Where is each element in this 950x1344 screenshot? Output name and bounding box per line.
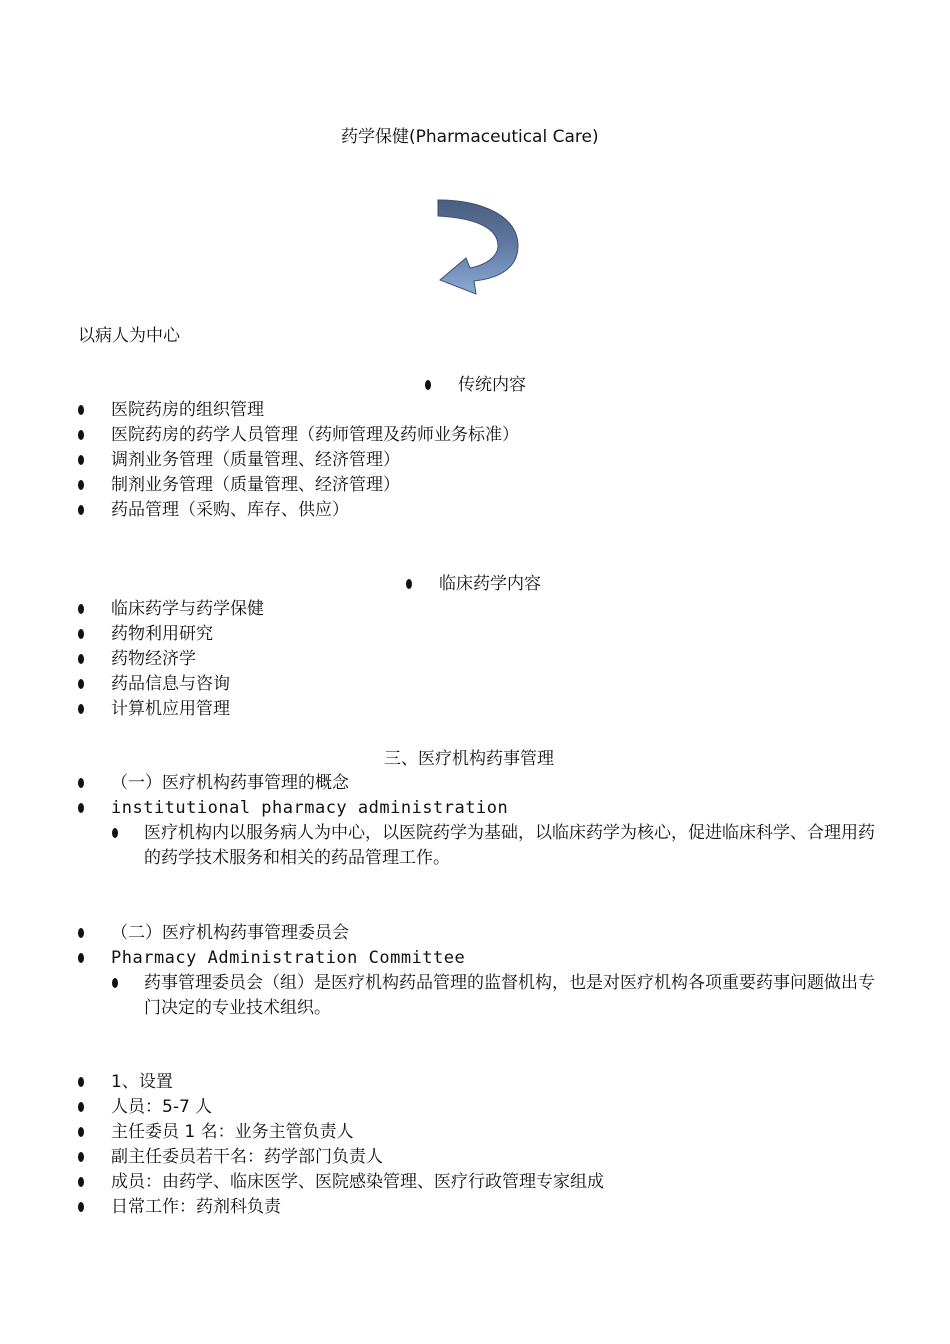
list-item: 医院药房的组织管理 (111, 400, 264, 420)
list-item: 副主任委员若干名：药学部门负责人 (111, 1147, 383, 1167)
bullet-icon (112, 978, 118, 988)
list-item: 药品信息与咨询 (111, 674, 230, 694)
bullet-icon (78, 455, 84, 465)
list-item: 日常工作：药剂科负责 (111, 1197, 281, 1217)
committee-definition: 药事管理委员会（组）是医疗机构药品管理的监督机构，也是对医疗机构各项重要药事问题做出专门决定的专业技术组织。 (144, 973, 875, 1018)
bullet-icon (78, 1152, 84, 1162)
section-heading: 三、医疗机构药事管理 (384, 749, 554, 769)
bullet-icon (78, 704, 84, 714)
bullet-icon (78, 953, 84, 963)
bullet-icon (78, 928, 84, 938)
list-item: 临床药学与药学保健 (111, 599, 264, 619)
traditional-heading: 传统内容 (458, 375, 526, 395)
page-title: 药学保健(Pharmaceutical Care) (341, 127, 599, 147)
list-item: 药品管理（采购、库存、供应） (111, 500, 349, 520)
bullet-icon (78, 679, 84, 689)
list-item: 制剂业务管理（质量管理、经济管理） (111, 475, 400, 495)
clinical-heading: 临床药学内容 (439, 574, 541, 594)
committee-title: （二）医疗机构药事管理委员会 (111, 923, 349, 943)
list-item: 医院药房的药学人员管理（药师管理及药师业务标准） (111, 425, 519, 445)
concept-english: institutional pharmacy administration (111, 798, 509, 818)
list-item: 成员：由药学、临床医学、医院感染管理、医疗行政管理专家组成 (111, 1172, 604, 1192)
bullet-icon (78, 1102, 84, 1112)
committee-english: Pharmacy Administration Committee (111, 948, 466, 968)
bullet-icon (78, 629, 84, 639)
list-item: 药物利用研究 (111, 624, 213, 644)
concept-definition: 医疗机构内以服务病人为中心，以医院药学为基础，以临床药学为核心，促进临床科学、合理用药的药学技术服务和相关的药品管理工作。 (144, 823, 875, 868)
bullet-icon (78, 480, 84, 490)
center-label: 以病人为中心 (78, 326, 180, 346)
curved-arrow-icon (432, 194, 528, 306)
bullet-icon (78, 405, 84, 415)
list-item: 主任委员 1 名：业务主管负责人 (111, 1122, 354, 1142)
list-item: 计算机应用管理 (111, 699, 230, 719)
list-item: 药物经济学 (111, 649, 196, 669)
list-item: 调剂业务管理（质量管理、经济管理） (111, 450, 400, 470)
bullet-icon (78, 1127, 84, 1137)
bullet-icon (78, 1177, 84, 1187)
bullet-icon (78, 803, 84, 813)
bullet-icon (78, 505, 84, 515)
concept-title: （一）医疗机构药事管理的概念 (111, 773, 349, 793)
list-item: 人员：5-7 人 (111, 1097, 213, 1117)
bullet-icon (406, 579, 412, 589)
bullet-icon (78, 778, 84, 788)
bullet-icon (78, 1202, 84, 1212)
bullet-icon (112, 828, 118, 838)
bullet-icon (78, 604, 84, 614)
list-item: 1、设置 (111, 1072, 173, 1092)
bullet-icon (78, 654, 84, 664)
bullet-icon (78, 430, 84, 440)
bullet-icon (78, 1077, 84, 1087)
bullet-icon (425, 380, 431, 390)
